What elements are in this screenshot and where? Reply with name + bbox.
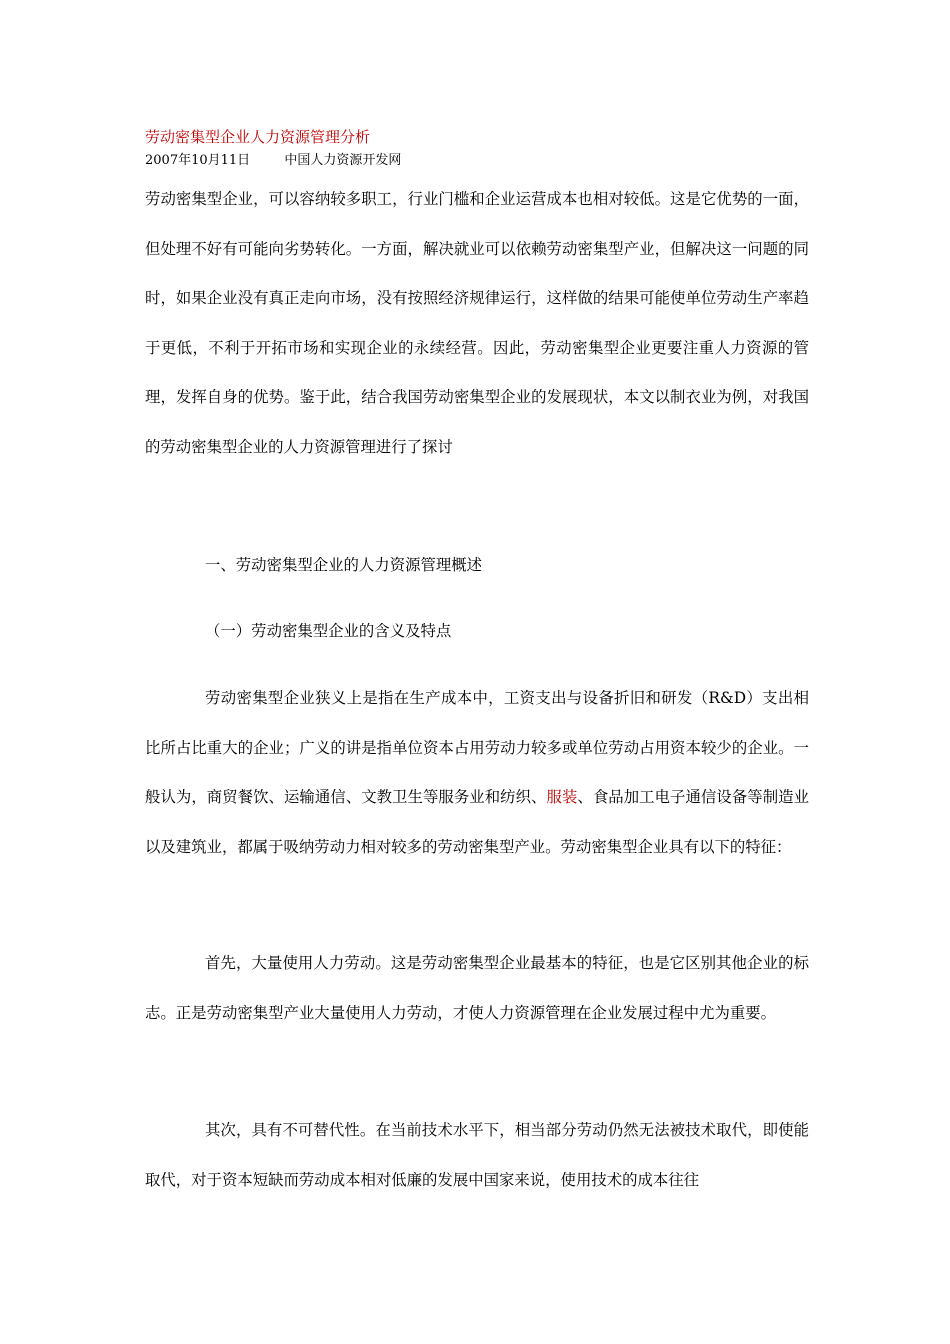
paragraph-feature-two: 其次，具有不可替代性。在当前技术水平下，相当部分劳动仍然无法被技术取代，即使能取代，对于资本短缺而劳动成本相对低廉的发展中国家来说，使用技术的成本往往 (145, 1121, 809, 1189)
paragraph-definition-text-start: 劳动密集型企业狭义上是指在生产成本中，工资支出与设备折旧和研发（R&D）支出相比所占比重大的企业；广义的讲是指单位资本占用劳动力较多或单位劳动占用资本较少的企业。一般认为，商贸餐饮、运输通信、文教卫生等服务业和纺织、 (145, 689, 809, 807)
article-source: 中国人力资源开发网 (284, 153, 402, 168)
subsection-heading: （一）劳动密集型企业的含义及特点 (205, 622, 452, 640)
article-meta (145, 152, 401, 170)
article-date: 2007年10月11日 (145, 153, 251, 168)
paragraph-definition-text-end: 、食品加工电子通信设备等制造业以及建筑业，都属于吸纳劳动力相对较多的劳动密集型产业。劳动密集型企业具有以下的特征： (145, 788, 809, 856)
section-heading: 一、劳动密集型企业的人力资源管理概述 (205, 556, 483, 574)
clothing-link[interactable]: 服装 (546, 788, 578, 807)
intro-paragraph: 劳动密集型企业，可以容纳较多职工，行业门槛和企业运营成本也相对较低。这是它优势的一面，但处理不好有可能向劣势转化。一方面，解决就业可以依赖劳动密集型产业，但解决这一问题的同时，如果企业没有真正走向市场，没有按照经济规律运行，这样做的结果可能使单位劳动生产率趋于更低，不利于开拓市场和实现企业的永续经营。因此，劳动密集型企业更要注重人力资源的管理，发挥自身的优势。鉴于此，结合我国劳动密集型企业的发展现状，本文以制衣业为例，对我国的劳动密集型企业的人力资源管理进行了探讨 (145, 190, 809, 456)
paragraph-definition (145, 674, 809, 872)
article-title: 劳动密集型企业人力资源管理分析 (145, 128, 371, 146)
paragraph-feature-one: 首先，大量使用人力劳动。这是劳动密集型企业最基本的特征，也是它区别其他企业的标志。正是劳动密集型产业大量使用人力劳动，才使人力资源管理在企业发展过程中尤为重要。 (145, 954, 809, 1022)
